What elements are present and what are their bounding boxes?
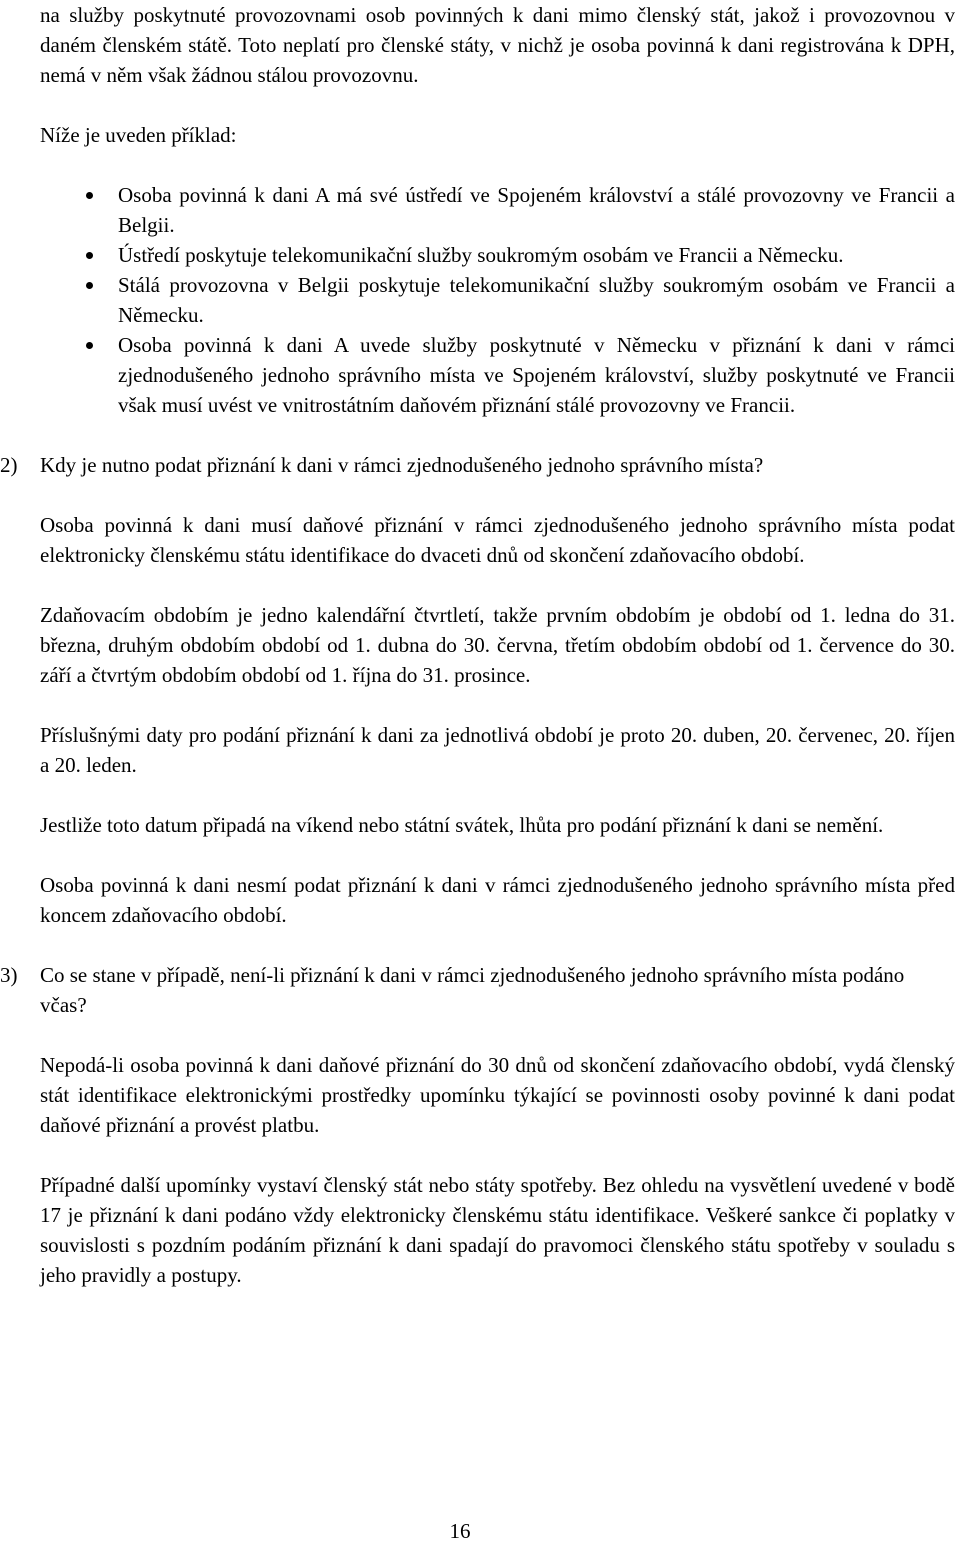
- answer-paragraph: Osoba povinná k dani nesmí podat přiznání k dani v rámci zjednodušeného jednoho správního místa před koncem zdaňovacího období.: [40, 873, 955, 927]
- answer-paragraph: Případné další upomínky vystaví členský stát nebo státy spotřeby. Bez ohledu na vysvětlení uvedené v bodě 17 je přiznání k dani podáno vždy elektronicky členskému státu identifikace. Veškeré sankce či poplatky v souvislosti s pozdním podáním přiznání k dani spadají do pravomoci členského státu spotřeby v souladu s jeho pravidly a postupy.: [40, 1173, 955, 1287]
- answer-paragraph: Jestliže toto datum připadá na víkend nebo státní svátek, lhůta pro podání přiznání k dani se nemění.: [40, 813, 884, 837]
- bullet-item: Stálá provozovna v Belgii poskytuje telekomunikační služby soukromým osobám ve Francii a Německu.: [118, 270, 955, 330]
- bullet-item: Ústředí poskytuje telekomunikační služby soukromým osobám ve Francii a Německu.: [118, 240, 955, 270]
- answer-paragraph: Příslušnými daty pro podání přiznání k dani za jednotlivá období je proto 20. duben, 20. červenec, 20. říjen a 20. leden.: [40, 723, 955, 777]
- example-bullet-list: [40, 180, 955, 420]
- question-3: [0, 960, 955, 1020]
- question-heading: Co se stane v případě, není-li přiznání k dani v rámci zjednodušeného jednoho správního místa podáno včas?: [40, 963, 905, 1017]
- answer-paragraph: Zdaňovacím obdobím je jedno kalendářní čtvrtletí, takže prvním obdobím je období od 1. ledna do 31. března, druhým obdobím období od 1. dubna do 30. června, třetím obdobím období od 1. července do 30. září a čtvrtým obdobím období od 1. října do 31. prosince.: [40, 603, 955, 687]
- question-number: 2): [0, 453, 18, 477]
- answer-paragraph: Osoba povinná k dani musí daňové přiznání v rámci zjednodušeného jednoho správního místa podat elektronicky členskému státu identifikace do dvaceti dnů od skončení zdaňovacího období.: [40, 513, 955, 567]
- question-heading: Kdy je nutno podat přiznání k dani v rámci zjednodušeného jednoho správního místa?: [40, 453, 764, 477]
- page-number: 16: [449, 1519, 471, 1543]
- question-2: [0, 450, 955, 480]
- paragraph-continuation: na služby poskytnuté provozovnami osob povinných k dani mimo členský stát, jakož i provozovnou v daném členském státě. Toto neplatí pro členské státy, v nichž je osoba povinná k dani registrována k DPH, nemá v něm však žádnou stálou provozovnu.: [40, 3, 955, 87]
- answer-paragraph: Nepodá-li osoba povinná k dani daňové přiznání do 30 dnů od skončení zdaňovacího období, vydá členský stát identifikace elektronickými prostředky upomínku týkající se povinnosti osoby povinné k dani podat daňové přiznání a provést platbu.: [40, 1053, 955, 1137]
- bullet-item: Osoba povinná k dani A má své ústředí ve Spojeném království a stálé provozovny ve Francii a Belgii.: [118, 180, 955, 240]
- bullet-item: Osoba povinná k dani A uvede služby poskytnuté v Německu v přiznání k dani v rámci zjednodušeného jednoho správního místa ve Spojeném království, služby poskytnuté ve Francii však musí uvést ve vnitrostátním daňovém přiznání stálé provozovny ve Francii.: [118, 330, 955, 420]
- question-number: 3): [0, 963, 18, 987]
- example-intro: Níže je uveden příklad:: [40, 123, 237, 147]
